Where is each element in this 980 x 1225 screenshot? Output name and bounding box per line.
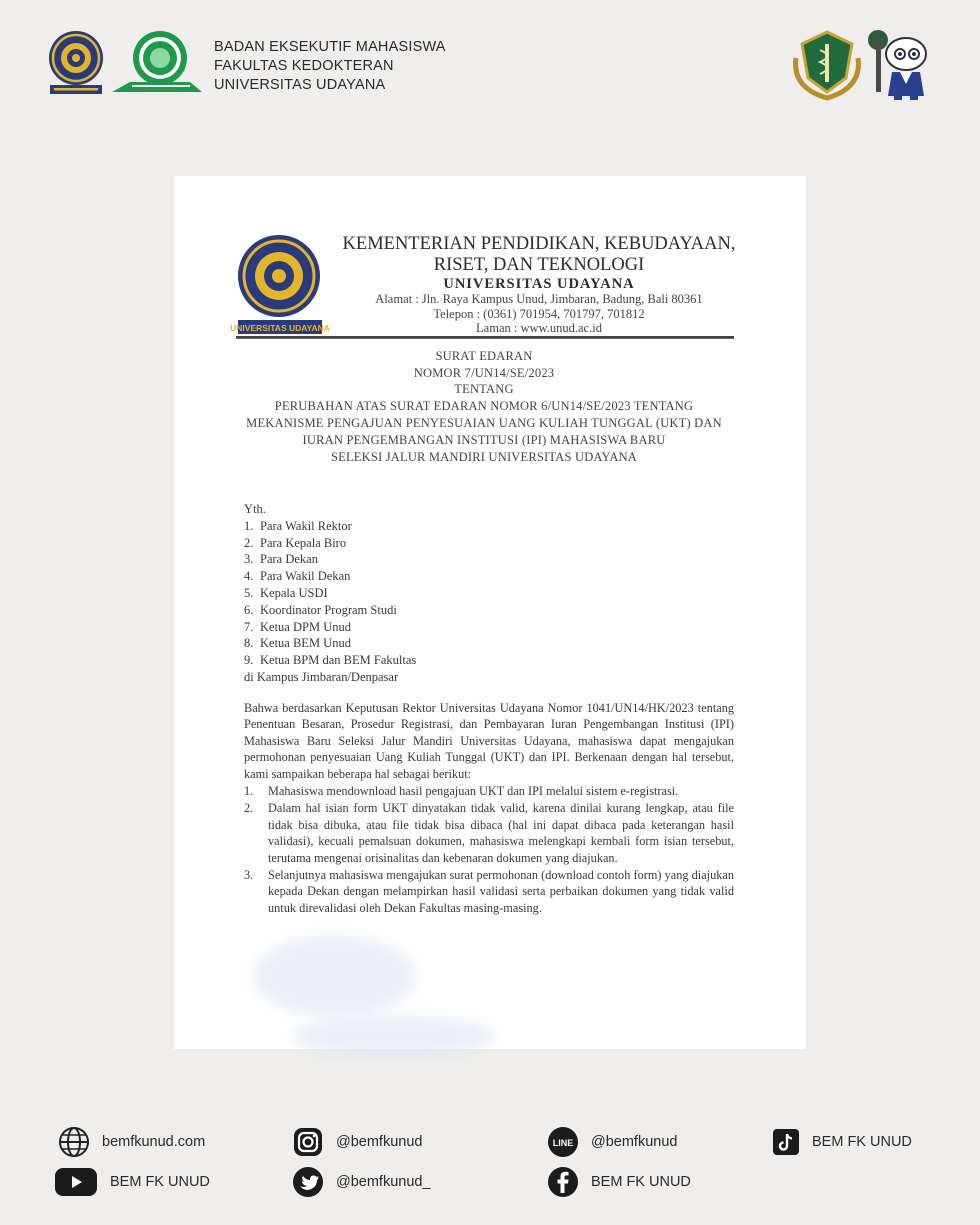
address: Alamat : Jln. Raya Kampus Unud, Jimbaran, Badung, Bali 80361: [375, 292, 703, 306]
recipient-item: 9. Ketua BPM dan BEM Fakultas: [244, 653, 417, 668]
website: Laman : www.unud.ac.id: [476, 321, 602, 335]
globe-icon: [58, 1126, 90, 1158]
instagram-label: @bemfkunud: [336, 1134, 423, 1150]
point-item: 2. Dalam hal isian form UKT dinyatakan tidak valid, karena dinilai kurang lengkap, atau file tidak bisa dibuka, atau file tidak bisa dibaca (hal ini dapat dibaca pada keterangan hasil validasi), kecuali pemalsuan dokumen, mahasiswa melengkapi kembali form isian tersebut, terutama mengenai orisinalitas dan kebenaran dokumen yang diajukan.: [244, 801, 734, 865]
twitter-label: @bemfkunud_: [336, 1174, 431, 1190]
letter-heading: [234, 348, 734, 466]
letterhead-divider: [236, 336, 734, 339]
recipient-item: 2. Para Kepala Biro: [244, 535, 347, 550]
recipients-block: [244, 501, 416, 686]
recipient-item: 1. Para Wakil Rektor: [244, 518, 352, 533]
seal-caption: UNIVERSITAS UDAYANA: [230, 323, 330, 333]
org-line-3: UNIVERSITAS UDAYANA: [214, 77, 386, 93]
facebook-icon: [547, 1166, 579, 1198]
recipient-item: 5. Kepala USDI: [244, 585, 328, 600]
tiktok-label: BEM FK UNUD: [812, 1134, 912, 1150]
letter-about: TENTANG: [454, 382, 514, 396]
line-icon: [547, 1126, 579, 1158]
subject-line-2: MEKANISME PENGAJUAN PENYESUAIAN UANG KULIAH TUNGGAL (UKT) DAN: [246, 415, 722, 430]
recipient-item: 8. Ketua BEM Unud: [244, 636, 351, 651]
subject-line-1: PERUBAHAN ATAS SURAT EDARAN NOMOR 6/UN14/SE/2023 TENTANG: [274, 398, 694, 413]
letter-document: [174, 176, 806, 1049]
ministry-title-1: KEMENTERIAN PENDIDIKAN, KEBUDAYAAN,: [342, 234, 736, 254]
tiktok-icon: [772, 1126, 800, 1158]
line-label: @bemfkunud: [591, 1134, 678, 1150]
phone: Telepon : (0361) 701954, 701797, 701812: [433, 306, 645, 321]
footer-youtube[interactable]: [54, 1166, 210, 1198]
point-item: 1. Mahasiswa mendownload hasil pengajuan UKT dan IPI melalui sistem e-registrasi.: [244, 784, 679, 798]
ministry-title-2: RISET, DAN TEKNOLOGI: [433, 255, 645, 275]
recipient-item: 6. Koordinator Program Studi: [244, 602, 397, 617]
footer-website[interactable]: [58, 1126, 205, 1158]
body-paragraph: Bahwa berdasarkan Keputusan Rektor Universitas Udayana Nomor 1041/UN14/HK/2023 tentang Penentuan Besaran, Prosedur Registrasi, dan Pembayaran Iuran Pengembangan Institusi (IPI) Mahasiswa Baru Seleksi Jalur Mandiri Universitas Udayana, mahasiswa dapat mengajukan permohonan penyesuaian Uang Kuliah Tunggal (UKT) dan IPI. Berkenaan dengan hal tersebut, kami sampaikan beberapa hal sebagai berikut:: [244, 701, 734, 781]
organization-name: [214, 38, 446, 95]
fk-crest-logo: [788, 28, 866, 105]
letter-type: SURAT EDARAN: [435, 349, 533, 363]
scan-smudge: [294, 1016, 494, 1056]
org-line-2: FAKULTAS KEDOKTERAN: [214, 58, 394, 74]
letterhead: [314, 234, 764, 336]
point-item: 3. Selanjutnya mahasiswa mengajukan surat permohonan (download contoh form) yang diajukan kepada Dekan dengan melampirkan hasil validasi serta perbaikan dokumen yang tidak valid untuk direvalidasi oleh Dekan Fakultas masing-masing.: [244, 868, 734, 915]
bem-fk-logo: [110, 30, 204, 101]
youtube-label: BEM FK UNUD: [110, 1174, 210, 1190]
website-label: bemfkunud.com: [102, 1134, 206, 1150]
subject-line-4: SELEKSI JALUR MANDIRI UNIVERSITAS UDAYANA: [330, 449, 638, 464]
footer-tiktok[interactable]: [772, 1126, 912, 1158]
recipient-item: 7. Ketua DPM Unud: [244, 619, 351, 634]
footer-instagram[interactable]: [292, 1126, 422, 1158]
facebook-label: BEM FK UNUD: [591, 1174, 691, 1190]
org-line-1: BADAN EKSEKUTIF MAHASISWA: [214, 39, 446, 55]
instagram-icon: [292, 1126, 324, 1158]
mascot-logo: [862, 28, 934, 107]
twitter-icon: [292, 1166, 324, 1198]
scan-smudge: [254, 936, 414, 1016]
points-list: [244, 783, 734, 917]
footer-facebook[interactable]: [547, 1166, 691, 1198]
unud-seal-logo: [46, 30, 106, 101]
recipient-item: 3. Para Dekan: [244, 552, 318, 567]
university-name: UNIVERSITAS UDAYANA: [443, 276, 635, 292]
letter-number: NOMOR 7/UN14/SE/2023: [413, 365, 555, 380]
recipient-location: di Kampus Jimbaran/Denpasar: [244, 669, 399, 684]
footer-line[interactable]: [547, 1126, 677, 1158]
university-seal: [230, 234, 330, 341]
salutation: Yth.: [244, 502, 266, 516]
line-icon-text: LINE: [552, 1138, 574, 1148]
footer-twitter[interactable]: [292, 1166, 431, 1198]
subject-line-3: IURAN PENGEMBANGAN INSTITUSI (IPI) MAHASISWA BARU: [302, 432, 666, 447]
youtube-icon: [54, 1166, 98, 1198]
recipient-item: 4. Para Wakil Dekan: [244, 569, 351, 584]
